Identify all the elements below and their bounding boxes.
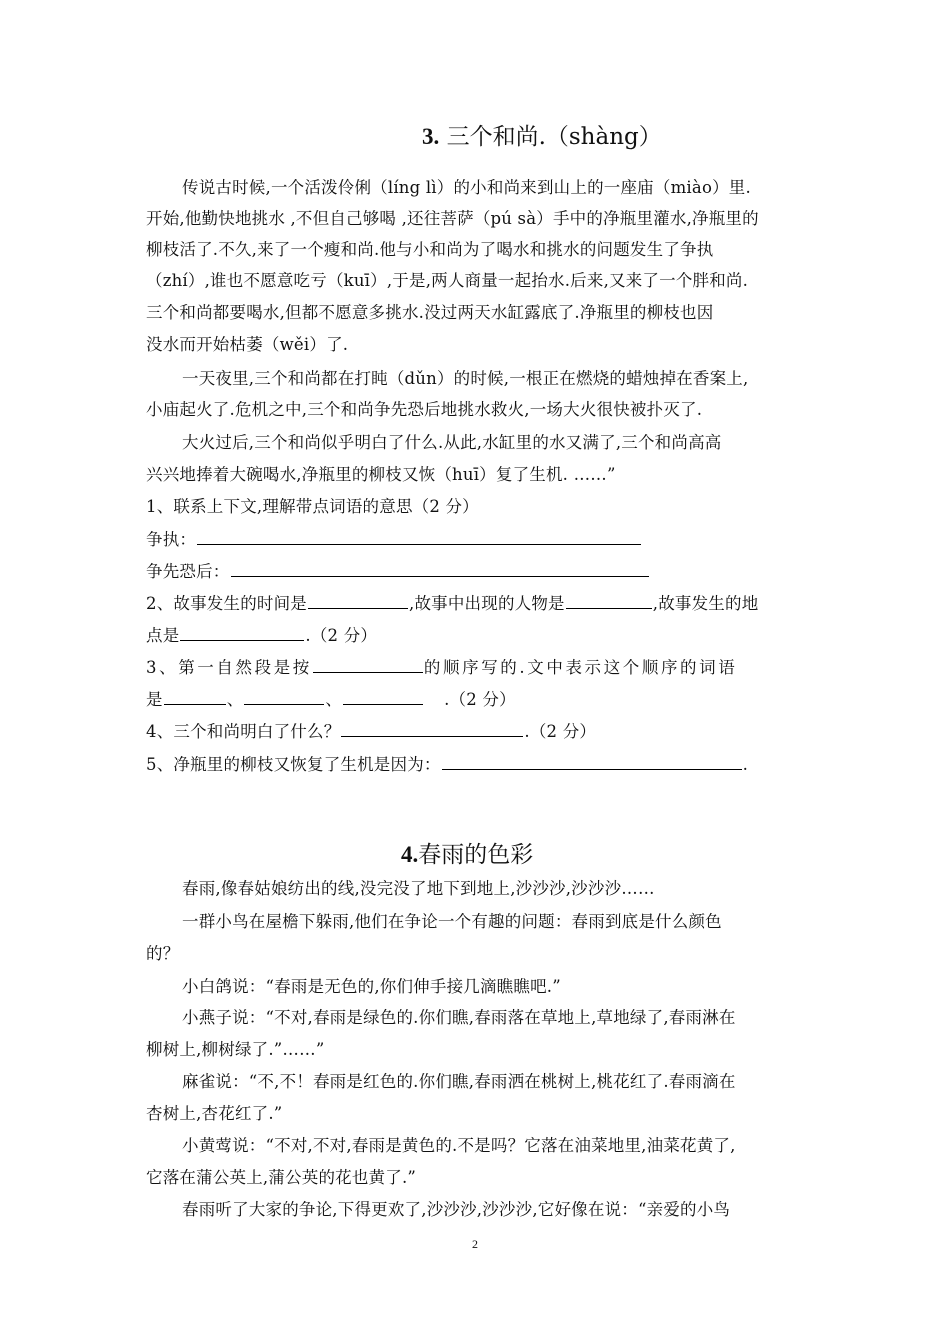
question-2-score: .（2 分） [305, 626, 378, 645]
passage-line: （zhí）,谁也不愿意吃亏（kuī）,于是,两人商量一起抬水.后来,又来了一个胖和尚. [146, 271, 749, 290]
section-4-title-text: 春雨的色彩 [418, 842, 534, 868]
page-number: 2 [472, 1237, 478, 1251]
answer-blank[interactable] [164, 689, 226, 705]
answer-blank[interactable] [341, 721, 523, 737]
separator: 、 [226, 690, 244, 709]
passage-line: 柳枝活了.不久,来了一个瘦和尚.他与小和尚为了喝水和挑水的问题发生了争执 [146, 240, 714, 259]
question-3-text: 3、第一自然段是按 [146, 658, 312, 677]
passage-line: 兴兴地捧着大碗喝水,净瓶里的柳枝又恢（huī）复了生机. ……” [146, 465, 616, 484]
passage-line: 杏树上,杏花红了.” [146, 1104, 283, 1123]
question-1a [146, 529, 812, 550]
question-3-score: .（2 分） [444, 690, 516, 709]
passage-line: 开始,他勤快地挑水 ,不但自己够喝 ,还往菩萨（pú sà）手中的净瓶里灌水,净瓶里的 [146, 209, 759, 228]
section-4-title [401, 836, 533, 869]
passage-line: 柳树上,柳树绿了.”……” [146, 1040, 325, 1059]
question-4-text: 4、三个和尚明白了什么？ [146, 722, 341, 741]
answer-blank[interactable] [308, 593, 408, 609]
question-2-text: ,故事中出现的人物是 [409, 594, 565, 613]
passage-line: 它落在蒲公英上,蒲公英的花也黄了.” [146, 1168, 417, 1187]
passage-line: 三个和尚都要喝水,但都不愿意多挑水.没过两天水缸露底了.净瓶里的柳枝也因 [146, 303, 714, 322]
passage-line: 小燕子说：“不对,春雨是绿色的.你们瞧,春雨落在草地上,草地绿了,春雨淋在 [182, 1008, 736, 1027]
passage-line: 传说古时候,一个活泼伶俐（líng lì）的小和尚来到山上的一座庙（miào）里. [182, 178, 751, 197]
passage-line: 没水而开始枯萎（wěi）了. [146, 335, 349, 354]
question-2-cont [146, 625, 812, 646]
passage-line: 大火过后,三个和尚似乎明白了什么.从此,水缸里的水又满了,三个和尚高高 [182, 433, 722, 452]
passage-line: 春雨,像春姑娘纺出的线,没完没了地下到地上,沙沙沙,沙沙沙…… [182, 879, 655, 898]
question-1a-label: 争执： [146, 530, 197, 549]
passage-line: 小白鸽说：“春雨是无色的,你们伸手接几滴瞧瞧吧.” [182, 977, 561, 996]
section-4-number: 4. [401, 842, 419, 867]
passage-line: 春雨听了大家的争论,下得更欢了,沙沙沙,沙沙沙,它好像在说：“亲爱的小鸟 [182, 1200, 731, 1219]
question-4 [146, 721, 812, 742]
question-2 [146, 593, 812, 614]
question-5-text: 5、净瓶里的柳枝又恢复了生机是因为： [146, 755, 441, 774]
question-3-text: 是 [146, 690, 163, 709]
question-3 [146, 657, 812, 678]
passage-line: 麻雀说：“不,不！春雨是红色的.你们瞧,春雨洒在桃树上,桃花红了.春雨滴在 [182, 1072, 736, 1091]
question-5-end: . [742, 755, 749, 774]
question-5 [146, 754, 812, 775]
answer-blank[interactable] [442, 754, 742, 770]
question-4-score: .（2 分） [524, 722, 597, 741]
section-3-title-text: 三个和尚.（shàng） [446, 124, 662, 150]
passage-line: 小黄莺说：“不对,不对,春雨是黄色的.不是吗？它落在油菜地里,油菜花黄了, [182, 1136, 736, 1155]
answer-blank[interactable] [343, 689, 423, 705]
answer-blank[interactable] [313, 657, 423, 673]
question-1b-label: 争先恐后： [146, 562, 230, 581]
question-1b [146, 561, 812, 582]
answer-blank[interactable] [231, 561, 649, 577]
question-2-text: 点是 [146, 626, 180, 645]
separator: 、 [325, 690, 343, 709]
question-1: 1、联系上下文,理解带点词语的意思（2 分） [146, 497, 479, 516]
answer-blank[interactable] [566, 593, 652, 609]
section-3-number: 3. [422, 124, 440, 149]
section-3-title [422, 118, 662, 151]
question-3-text: 的顺序写的.文中表示这个顺序的词语 [423, 658, 738, 677]
answer-blank[interactable] [180, 625, 304, 641]
passage-line: 一群小鸟在屋檐下躲雨,他们在争论一个有趣的问题：春雨到底是什么颜色 [182, 912, 722, 931]
passage-line: 一天夜里,三个和尚都在打盹（dǔn）的时候,一根正在燃烧的蜡烛掉在香案上, [182, 369, 749, 388]
passage-line: 小庙起火了.危机之中,三个和尚争先恐后地挑水救火,一场大火很快被扑灭了. [146, 400, 703, 419]
answer-blank[interactable] [197, 529, 641, 545]
question-3-cont [146, 689, 812, 710]
question-2-text: 2、故事发生的时间是 [146, 594, 307, 613]
answer-blank[interactable] [244, 689, 324, 705]
question-2-text: ,故事发生的地 [652, 594, 759, 613]
passage-line: 的？ [146, 944, 180, 963]
